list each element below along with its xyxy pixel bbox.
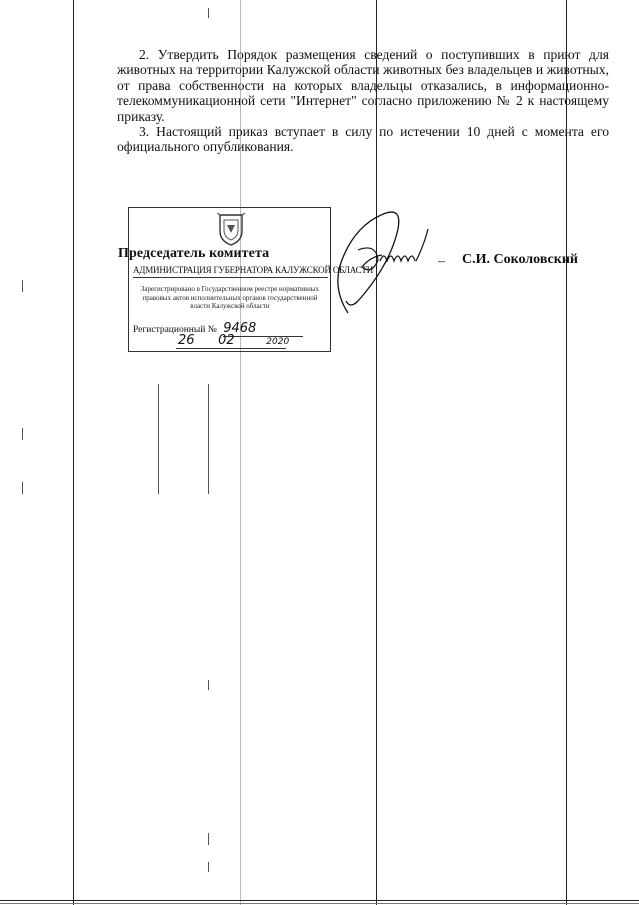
scan-line-left — [73, 0, 74, 905]
stamp-organization: АДМИНИСТРАЦИЯ ГУБЕРНАТОРА КАЛУЖСКОЙ ОБЛАСТИ — [133, 265, 328, 278]
scan-line-bottom — [0, 900, 639, 901]
scan-tick — [22, 482, 23, 494]
handwritten-signature — [328, 205, 440, 315]
document-body — [117, 47, 609, 155]
coat-of-arms-icon — [214, 211, 248, 247]
date-day: 26 — [178, 333, 195, 348]
paragraph-2: 2. Утвердить Порядок размещения сведений о поступивших в приют для животных на территории Калужской области животных без владельцев и животных, от права собственности на которых владельцы отказались, в информационно-телекоммуникационной сети "Интернет" согласно приложению № 2 к настоящему приказу. — [117, 47, 609, 124]
signature-dash: – — [438, 254, 445, 269]
scan-line-bottom-2 — [0, 903, 639, 904]
date-month: 02 — [218, 333, 235, 348]
reg-number: 9468 — [223, 321, 303, 337]
signer-name: С.И. Соколовский — [462, 252, 578, 267]
date-year: 2020 — [266, 337, 290, 347]
reg-label: Регистрационный № — [133, 325, 217, 335]
scan-tick — [22, 428, 23, 440]
scan-tick — [208, 680, 209, 690]
scan-tick — [158, 384, 159, 494]
stamp-registration-note: Зарегистрировано в Государственном реестре нормативных правовых актов исполнительных органов государственной власти Калужской области — [140, 285, 320, 311]
paragraph-3: 3. Настоящий приказ вступает в силу по истечении 10 дней с момента его официального опубликования. — [117, 124, 609, 155]
scan-tick — [208, 833, 209, 845]
scan-tick — [208, 8, 209, 18]
scan-tick — [22, 280, 23, 292]
scan-tick — [208, 384, 209, 494]
stamp-date — [178, 333, 289, 348]
scan-tick — [208, 862, 209, 872]
signer-title: Председатель комитета — [118, 246, 270, 261]
date-underline — [176, 348, 286, 349]
